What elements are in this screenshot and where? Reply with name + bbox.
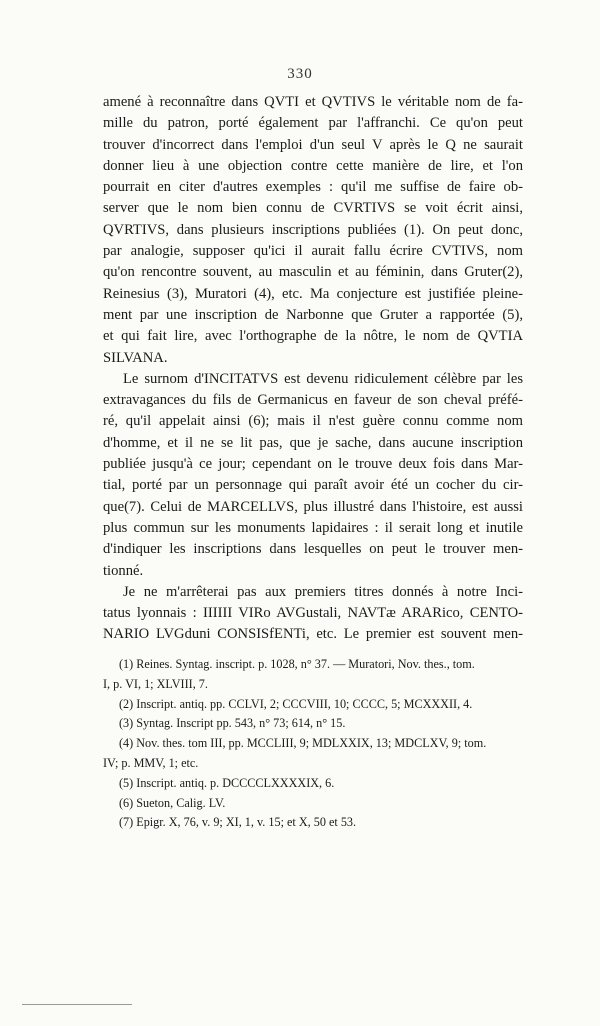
text-line: tatus lyonnais : IIIIII VIRo AVGustali, NAVTæ ARARico, CENTO- [103,605,523,622]
text-line: donner lieu à une objection contre cette manière de lire, et l'on [103,157,523,174]
text-line: d'indiquer les inscriptions dans lesquelles on peut le trouver men- [103,541,523,558]
text-line: Le surnom d'INCITATVS est devenu ridiculement célèbre par les [123,370,523,387]
text-line: d'homme, et il ne se lit pas, que je sache, dans aucune inscription [103,434,523,451]
paragraph-2 [103,369,523,582]
bottom-rule [22,1004,132,1005]
text-line: et qui fait lire, avec l'orthographe de la nôtre, le nom de QVTIA [103,328,523,345]
text-line: server que le nom bien connu de CVRTIVS se voit écrit ainsi, [103,200,523,217]
text-line: extravagances du fils de Germanicus en faveur de son cheval préfé- [103,392,523,409]
footnote: (3) Syntag. Inscript pp. 543, n° 73; 614, n° 15. [119,716,346,731]
paragraph-3 [103,582,523,646]
footnote: (2) Inscript. antiq. pp. CCLVI, 2; CCCVIII, 10; CCCC, 5; MCXXXII, 4. [119,696,473,711]
footnote: (5) Inscript. antiq. p. DCCCCLXXXXIX, 6. [119,775,335,790]
text-line: Je ne m'arrêterai pas aux premiers titres donnés à notre Inci- [123,583,523,600]
text-line: amené à reconnaître dans QVTI et QVTIVS le véritable nom de fa- [103,94,523,110]
paragraph-1 [103,92,523,369]
text-line: plus commun sur les monuments lapidaires : il serait long et inutile [103,519,523,536]
text-line: SILVANA. [103,349,168,366]
text-line: ré, qu'il appelait ainsi (6); mais il n'est guère connu comme nom [103,413,523,430]
text-line: que(7). Celui de MARCELLVS, plus illustré dans l'histoire, est aussi [103,498,523,515]
text-line: mille du patron, porté également par l'affranchi. Ce qu'on peut [103,115,523,132]
page-number: 330 [287,66,313,82]
text-line: trouver d'incorrect dans l'emploi d'un seul V après le Q ne saurait [103,136,523,153]
text-line: ment par une inscription de Narbonne que Gruter a rapportée (5), [103,306,523,323]
text-line: tial, porté par un personnage qui paraît avoir été un cocher du cir- [103,477,523,494]
text-line: NARIO LVGduni CONSISfENTi, etc. Le premier est souvent men- [103,626,523,643]
footnote-continuation: I, p. VI, 1; XLVIII, 7. [103,676,208,691]
text-line: publiée jusqu'à ce jour; cependant on le trouve deux fois dans Mar- [103,456,523,473]
body-text [103,92,523,646]
footnote-continuation: IV; p. MMV, 1; etc. [103,755,199,770]
footnotes [103,655,523,833]
footnote: (1) Reines. Syntag. inscript. p. 1028, n° 37. — Muratori, Nov. thes., tom. [119,657,475,671]
text-line: Reinesius (3), Muratori (4), etc. Ma conjecture est justifiée pleine- [103,285,523,302]
text-line: tionné. [103,562,144,579]
footnote: (7) Epigr. X, 76, v. 9; XI, 1, v. 15; et X, 50 et 53. [119,815,357,830]
text-line: par analogie, supposer qu'ici il aurait fallu écrire CVTIVS, nom [103,243,523,260]
text-line: qu'on rencontre souvent, au masculin et au féminin, dans Gruter(2), [103,264,523,281]
footnote: (4) Nov. thes. tom III, pp. MCCLIII, 9; MDLXXIX, 13; MDCLXV, 9; tom. [119,736,487,751]
text-line: QVRTIVS, dans plusieurs inscriptions publiées (1). On peut donc, [103,221,523,238]
footnote: (6) Sueton, Calig. LV. [119,795,226,810]
text-line: pourrait en citer d'autres exemples : qu'il me suffise de faire ob- [103,179,523,196]
